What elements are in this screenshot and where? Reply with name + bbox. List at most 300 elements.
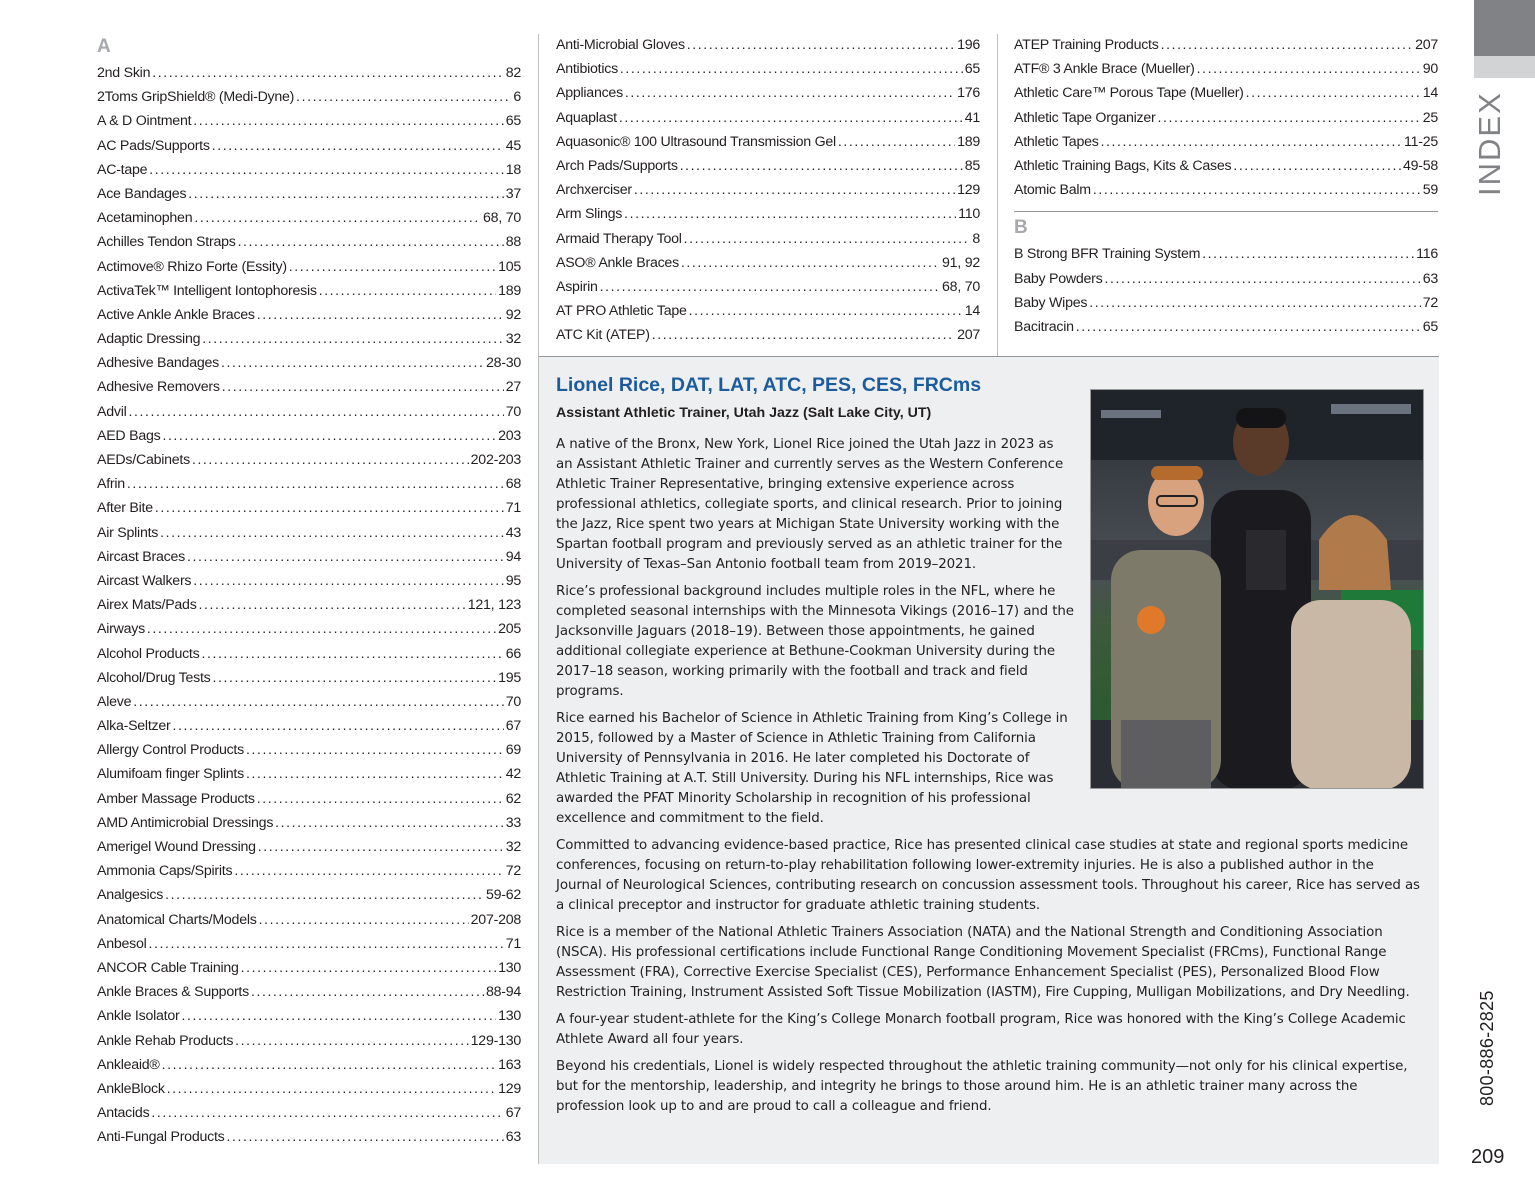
index-entry-page: 45 [505,137,521,154]
dot-leader [624,201,956,225]
dot-leader [172,713,503,737]
index-entry-name: Adaptic Dressing [97,331,201,348]
dot-leader [199,592,466,616]
index-entry-page: 69 [505,742,521,759]
index-entry-page: 18 [505,161,521,178]
index-entry [1014,153,1438,177]
index-entry [1014,177,1438,201]
index-entry-name: Analgesics [97,887,164,904]
index-entry [97,1124,521,1148]
dot-leader [1246,80,1421,104]
dot-leader [689,298,963,322]
dot-leader [296,84,511,108]
index-entry-name: AT PRO Athletic Tape [556,303,687,320]
profile-content [556,371,1422,1124]
index-entry-page: 196 [957,37,980,53]
dot-leader [201,641,503,665]
index-entry-name: 2Toms GripShield® (Medi-Dyne) [97,89,295,106]
index-entry-page: 6 [513,89,521,106]
index-entry-name: AC-tape [97,161,148,178]
index-entry [97,229,521,253]
index-entry-name: Actimove® Rhizo Forte (Essity) [97,258,287,275]
dot-leader [600,274,940,298]
index-entry-page: 207-208 [470,911,521,928]
dot-leader [226,1124,503,1148]
index-entry-name: Athletic Tapes [1014,133,1099,150]
index-entry-name: Allergy Control Products [97,742,244,759]
dot-leader [619,105,963,129]
dot-leader [241,955,496,979]
index-entry [97,979,521,1003]
index-entry [97,1003,521,1027]
index-entry [97,786,521,810]
dot-leader [246,761,504,785]
index-entry-name: ANCOR Cable Training [97,959,239,976]
index-entry-name: Ankle Braces & Supports [97,984,249,1001]
dot-leader [620,56,963,80]
index-entry [97,254,521,278]
index-entry [556,322,980,346]
index-entry-name: AnkleBlock [97,1080,165,1097]
index-entry [97,665,521,689]
index-entry-page: 94 [505,548,521,565]
dot-leader [1101,129,1402,153]
index-entry-name: Baby Powders [1014,270,1103,287]
index-entry-page: 189 [498,282,521,299]
dot-leader [625,80,955,104]
index-entry [97,1052,521,1076]
index-entry [97,60,521,84]
index-entry-name: Baby Wipes [1014,294,1088,311]
index-entry [97,737,521,761]
index-entry-name: Aquaplast [556,109,617,126]
index-entry-name: Ankleaid® [97,1056,160,1073]
index-entry-name: Ace Bandages [97,185,187,202]
index-entry-name: Alumifoam finger Splints [97,766,244,783]
index-entry-page: 27 [505,379,521,396]
index-entry-name: Achilles Tendon Straps [97,234,236,251]
dot-leader [160,520,504,544]
dot-leader [221,350,484,374]
index-entry-name: B Strong BFR Training System [1014,246,1201,263]
index-entry [97,616,521,640]
dot-leader [319,278,496,302]
index-entry-page: 59-62 [485,887,521,904]
index-entry-name: Amerigel Wound Dressing [97,839,256,855]
section-divider-b [1014,211,1438,212]
index-entry-name: Adhesive Bandages [97,355,219,372]
index-entry [97,882,521,906]
index-entry-page: 71 [505,935,521,952]
index-entry [1014,241,1438,265]
index-entry [97,641,521,665]
index-entry-page: 205 [498,621,521,638]
photo-illustration [1091,390,1424,789]
index-entry [556,250,980,274]
index-entry [556,177,980,201]
index-entry-page: 129 [498,1080,521,1097]
index-entry-page: 32 [505,839,521,855]
dot-leader [149,931,504,955]
index-entry-page: 176 [957,85,980,102]
dot-leader [194,205,481,229]
index-entry-page: 202-203 [470,452,521,468]
index-entry [97,568,521,592]
index-entry-name: Adhesive Removers [97,379,220,396]
index-entry-page: 33 [505,814,521,831]
index-entry [556,298,980,322]
index-entry-page: 72 [505,863,521,880]
column-divider-middle [997,34,998,356]
index-entry [1014,314,1438,338]
dot-leader [1202,241,1414,265]
index-entry [556,129,980,153]
index-entry-page: 65 [964,61,980,78]
dot-leader [162,1052,496,1076]
index-entry-page: 110 [958,206,980,223]
dot-leader [246,737,504,761]
index-entry [97,84,521,108]
dot-leader [162,423,496,447]
index-entry-page: 68, 70 [942,278,980,295]
index-entry-page: 14 [964,303,980,320]
index-entry [97,326,521,350]
index-entry-page: 129 [957,182,980,199]
index-entry-page: 195 [498,669,521,686]
index-entry-name: Anbesol [97,935,147,952]
dot-leader [681,250,940,274]
dot-leader [147,616,496,640]
index-entry-name: Airex Mats/Pads [97,597,197,614]
index-entry-name: Bacitracin [1014,318,1074,335]
index-entry [1014,266,1438,290]
index-entry-page: 59 [1422,182,1438,199]
index-entry [97,1076,521,1100]
index-entry-page: 207 [1415,37,1438,53]
dot-leader [1089,290,1421,314]
index-entry-name: Amber Massage Products [97,790,255,807]
index-entry [97,931,521,955]
index-entry-page: 68, 70 [483,210,521,227]
dot-leader [149,157,503,181]
index-entry-name: AEDs/Cabinets [97,452,190,468]
index-entry [97,278,521,302]
index-entry-page: 163 [498,1056,521,1073]
index-entry-name: Aspirin [556,278,598,295]
dot-leader [289,254,496,278]
profile-panel [539,357,1439,1164]
index-entry-name: Aircast Walkers [97,572,192,589]
index-entry-page: 11-25 [1404,133,1438,150]
index-entry [97,955,521,979]
index-column-2 [556,32,980,346]
index-entry [97,133,521,157]
index-entry-name: Athletic Care™ Porous Tape (Mueller) [1014,85,1244,102]
dot-leader [181,1003,496,1027]
index-entry-page: 67 [505,1105,521,1122]
index-entry-name: 2nd Skin [97,65,151,81]
index-entry-page: 105 [498,258,521,275]
index-entry [97,858,521,882]
index-entry-page: 41 [964,109,980,126]
index-entry-name: Arch Pads/Supports [556,157,678,174]
index-entry-name: AED Bags [97,427,161,444]
index-entry [97,447,521,471]
profile-paragraph: Rice’s professional background includes multiple roles in the NFL, where he completed seasonal internships with the Minnesota Vikings (2016–17) and the Jacksonville Jaguars (2018–19). Between those appointments, he gained additional collegiate experience at Bethune-Cookman University during the 2017–18 season, working primarily with the football and track and field programs. [556,584,1074,699]
index-entry-page: 42 [505,766,521,783]
dot-leader [838,129,955,153]
dot-leader [202,326,503,350]
index-entry-page: 116 [1416,246,1438,263]
index-entry-page: 68 [505,476,521,493]
index-entry [97,205,521,229]
index-entry-name: Archxerciser [556,182,632,199]
index-entry [97,302,521,326]
index-entry-page: 63 [505,1129,521,1146]
dot-leader [188,181,503,205]
index-entry-page: 25 [1422,109,1438,126]
page-number: 209 [1471,1146,1505,1168]
profile-paragraph: Committed to advancing evidence-based practice, Rice has presented clinical case studies at state and regional sports medicine conferences, focusing on return-to-play rehabilitation following lower-extremity injuries. He is also a published author in the Journal of Neurological Sciences, contributing research on concussion assessment tools. Throughout his career, Rice has served as a clinical preceptor and instructor for graduate athletic training students. [556,838,1420,913]
index-entry-name: Anatomical Charts/Models [97,911,257,928]
profile-paragraph: A native of the Bronx, New York, Lionel Rice joined the Utah Jazz in 2023 as an Assistant Athletic Trainer and currently serves as the Western Conference Athletic Trainer Representative, bringing extensive experience across professional athletics, collegiate sports, and clinical research. Prior to joining the Jazz, Rice spent two years at Michigan State University working with the Spartan football program and previously served as an athletic trainer for the University of Texas–San Antonio football team from 2019–2021. [556,437,1064,572]
index-entry-name: Atomic Balm [1014,182,1091,199]
index-entry-name: Ankle Isolator [97,1008,180,1025]
index-entry-name: Air Splints [97,524,159,541]
dot-leader [634,177,955,201]
index-entry [97,713,521,737]
section-tab-shadow [1474,56,1535,78]
dot-leader [257,302,504,326]
index-entry-page: 65 [1422,318,1438,335]
index-entry-page: 37 [505,185,521,202]
index-entry-name: Arm Slings [556,206,623,223]
dot-leader [1233,153,1401,177]
index-entry [97,374,521,398]
dot-leader [652,322,955,346]
index-entry [556,56,980,80]
index-entry-page: 82 [505,65,521,81]
index-entry [97,399,521,423]
index-entry [1014,80,1438,104]
index-entry [1014,32,1438,56]
index-entry-page: 62 [505,790,521,807]
index-entry [97,761,521,785]
dot-leader [275,810,504,834]
dot-leader [1093,177,1421,201]
dot-leader [129,399,504,423]
index-entry [97,350,521,374]
index-entry-name: Appliances [556,85,623,102]
index-entry-name: Advil [97,403,127,420]
index-entry-page: 85 [964,157,980,174]
dot-leader [1076,314,1421,338]
index-letter-heading: A [97,36,111,57]
index-entry-name: Antacids [97,1105,150,1122]
index-entry-page: 63 [1422,270,1438,287]
index-entry-page: 49-58 [1402,157,1438,174]
index-entry-name: Active Ankle Ankle Braces [97,306,255,323]
index-entry [556,153,980,177]
index-entry [97,471,521,495]
dot-leader [222,374,504,398]
index-entry-name: A & D Ointment [97,113,192,130]
index-entry-page: 88 [505,234,521,251]
index-entry-page: 207 [957,327,980,344]
index-entry-name: Aquasonic® 100 Ultrasound Transmission Gel [556,133,836,150]
index-entry-page: 65 [505,113,521,130]
index-entry-page: 88-94 [485,984,521,1001]
index-entry-name: Alka-Seltzer [97,718,171,735]
index-entry-name: ActivaTek™ Intelligent Iontophoresis [97,282,317,299]
dot-leader [687,32,955,56]
index-entry [97,108,521,132]
dot-leader [192,447,469,471]
index-entry-name: Aleve [97,693,132,710]
dot-leader [680,153,963,177]
index-entry [97,157,521,181]
index-entry [97,520,521,544]
profile-paragraph: A four-year student-athlete for the King’s College Monarch football program, Rice was honored with the King’s College Academic Athlete Award all four years. [556,1012,1406,1047]
dot-leader [213,665,497,689]
dot-leader [251,979,484,1003]
index-entry-page: 70 [505,403,521,420]
profile-paragraph: Rice earned his Bachelor of Science in Athletic Training from King’s College in 2015, followed by a Master of Science in Athletic Training from California University of Pennsylvania in 2016. He later completed his Doctorate of Athletic Training at A.T. Still University. During his NFL internships, Rice was awarded the PFAT Minority Scholarship in recognition of his professional excellence and commitment to the field. [556,711,1068,826]
index-entry-page: 70 [505,693,521,710]
index-entry-page: 67 [505,718,521,735]
dot-leader [155,495,504,519]
index-entry-name: Afrin [97,476,125,493]
index-entry-page: 66 [505,645,521,662]
index-entry-name: Ankle Rehab Products [97,1032,234,1049]
dot-leader [193,108,503,132]
dot-leader [234,858,503,882]
index-entry-name: Antibiotics [556,61,618,78]
index-entry-page: 203 [498,427,521,444]
index-entry-name: ASO® Ankle Braces [556,254,679,271]
dot-leader [1157,105,1420,129]
index-entry-name: Anti-Microbial Gloves [556,37,685,53]
dot-leader [238,229,504,253]
section-tab [1474,0,1535,56]
index-entry-page: 189 [957,133,980,150]
index-entry [556,32,980,56]
index-entry-name: ATF® 3 Ankle Brace (Mueller) [1014,61,1195,78]
index-entry-name: Anti-Fungal Products [97,1129,225,1146]
dot-leader [151,1100,503,1124]
index-column-3 [1014,32,1438,338]
index-entry-name: Alcohol/Drug Tests [97,669,211,686]
index-letter-heading: B [1014,217,1028,239]
section-label: INDEX [1472,91,1507,196]
dot-leader [1197,56,1421,80]
index-entry-name: Alcohol Products [97,645,200,662]
index-entry-name: Athletic Training Bags, Kits & Cases [1014,157,1232,174]
index-entry [556,226,980,250]
index-entry [556,201,980,225]
index-entry-page: 92 [505,306,521,323]
index-entry-page: 32 [505,331,521,348]
index-entry-page: 130 [498,959,521,976]
index-entry-page: 71 [505,500,521,517]
index-entry-name: ATEP Training Products [1014,37,1159,53]
index-entry-page: 129-130 [470,1032,521,1049]
dot-leader [257,786,504,810]
index-entry-page: 121, 123 [467,597,521,614]
index-entry [97,1028,521,1052]
index-entry-name: Acetaminophen [97,210,193,227]
index-entry-page: 14 [1422,85,1438,102]
index-entry-name: After Bite [97,500,153,517]
dot-leader [152,60,504,84]
dot-leader [212,133,504,157]
dot-leader [133,689,503,713]
profile-role: Assistant Athletic Trainer, Utah Jazz (Salt Lake City, UT) [556,405,932,421]
index-entry-page: 130 [498,1008,521,1025]
dot-leader [235,1028,469,1052]
index-entry [556,274,980,298]
index-entry [1014,105,1438,129]
dot-leader [193,568,503,592]
index-entry-page: 43 [505,524,521,541]
phone-number: 800-886-2825 [1477,990,1497,1106]
dot-leader [187,544,504,568]
index-entry-name: AC Pads/Supports [97,137,210,154]
index-entry [556,80,980,104]
dot-leader [167,1076,496,1100]
index-entry [97,495,521,519]
index-column-1 [97,34,521,1148]
index-entry-page: 72 [1422,294,1438,311]
dot-leader [1104,266,1420,290]
profile-paragraph: Rice is a member of the National Athletic Trainers Association (NATA) and the National Strength and Conditioning Association (NSCA). His professional certifications include Functional Range Conditioning Movement Specialist (FRCms), Functional Range Assessment (FRA), Corrective Exercise Specialist (CES), Performance Enhancement Specialist (PES), Personalized Blood Flow Restriction Training, Instrument Assisted Soft Tissue Mobilization (IASTM), Fire Cupping, Mulligan Mobilizations, and Dry Needling. [556,925,1410,1000]
index-entry-name: Airways [97,621,145,638]
index-entry [97,592,521,616]
index-entry-page: 28-30 [485,355,521,372]
index-entry [1014,129,1438,153]
profile-name: Lionel Rice, DAT, LAT, ATC, PES, CES, FRCms [556,374,982,396]
index-entry [1014,56,1438,80]
index-entry [97,544,521,568]
profile-paragraph: Beyond his credentials, Lionel is widely respected throughout the athletic training community—not only for his clinical expertise, but for the mentorship, leadership, and integrity he brings to those around him. He is an athletic trainer many across the profession look up to and are proud to call a colleague and friend. [556,1059,1408,1114]
dot-leader [258,834,504,858]
dot-leader [1161,32,1413,56]
index-entry [97,423,521,447]
index-entry [97,834,521,858]
profile-photo [1090,389,1424,789]
index-entry-name: ATC Kit (ATEP) [556,327,650,344]
index-entry [97,1100,521,1124]
dot-leader [165,882,484,906]
index-entry [97,181,521,205]
index-entry-page: 95 [505,572,521,589]
dot-leader [684,226,971,250]
index-entry [97,689,521,713]
index-entry [1014,290,1438,314]
dot-leader [127,471,504,495]
index-entry-page: 90 [1422,61,1438,78]
index-entry [97,810,521,834]
index-entry-name: AMD Antimicrobial Dressings [97,814,274,831]
index-entry [97,907,521,931]
index-entry-name: Aircast Braces [97,548,185,565]
dot-leader [259,907,469,931]
index-entry [556,105,980,129]
index-entry-page: 8 [972,230,980,247]
index-entry-name: Athletic Tape Organizer [1014,109,1156,126]
index-entry-name: Armaid Therapy Tool [556,230,682,247]
index-entry-page: 91, 92 [942,254,980,271]
